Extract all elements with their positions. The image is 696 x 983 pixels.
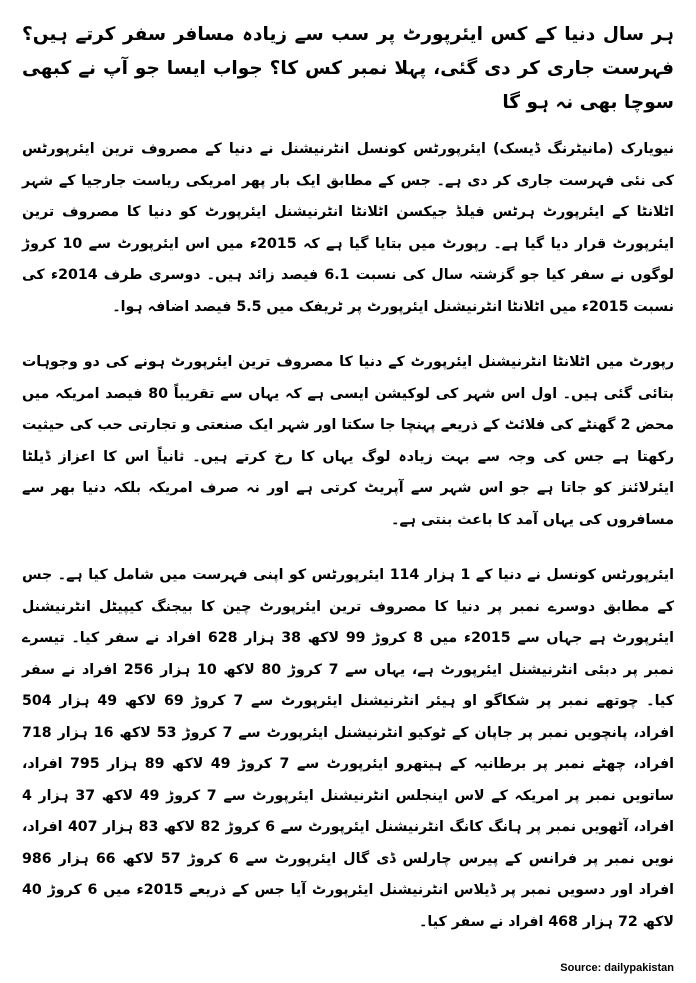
article-paragraph-3: ایئرپورٹس کونسل نے دنیا کے 1 ہزار 114 ایئرپورٹس کو اپنی فہرست میں شامل کیا ہے۔ جس کے مطابق دوسرے نمبر پر دنیا کا مصروف ترین ایئرپورٹ چین کا بیجنگ کیپیٹل انٹرنیشنل ایئرپورٹ ہے جہاں سے 2015ء میں 8 کروڑ 99 لاکھ 38 ہزار 628 افراد نے سفر کیا۔ تیسرے نمبر پر دبئی انٹرنیشنل ایئرپورٹ ہے، یہاں سے 7 کروڑ 80 لاکھ 10 ہزار 256 افراد نے سفر کیا۔ چوتھے نمبر پر شکاگو او ہیئر انٹرنیشنل ایئرپورٹ سے 7 کروڑ 69 لاکھ 49 ہزار 504 افراد، پانچویں نمبر پر جاپان کے ٹوکیو انٹرنیشنل ایئرپورٹ سے 7 کروڑ 53 لاکھ 16 ہزار 718 افراد، چھٹے نمبر پر برطانیہ کے ہیتھرو ایئرپورٹ سے 7 کروڑ 49 لاکھ 89 ہزار 795 افراد، ساتویں نمبر پر امریکہ کے لاس اینجلس انٹرنیشنل ایئرپورٹ سے 7 کروڑ 49 لاکھ 37 ہزار 4 افراد، آٹھویں نمبر پر ہانگ کانگ انٹرنیشنل ایئرپورٹ سے 6 کروڑ 82 لاکھ 83 ہزار 407 افراد، نویں نمبر پر فرانس کے پیرس چارلس ڈی گال ایئرپورٹ سے 6 کروڑ 57 لاکھ 66 ہزار 986 افراد اور دسویں نمبر پر ڈیلاس انٹرنیشنل ایئرپورٹ آیا جس کے ذریعے 2015ء میں 6 کروڑ 40 لاکھ 72 ہزار 468 افراد نے سفر کیا۔: [22, 567, 674, 930]
article-paragraph-1: نیویارک (مانیٹرنگ ڈیسک) ایئرپورٹس کونسل انٹرنیشنل نے دنیا کے مصروف ترین ایئرپورٹس کی نئی فہرست جاری کر دی ہے۔ جس کے مطابق ایک بار پھر امریکی ریاست جارجیا کے شہر اٹلانٹا کے ایئرپورٹ ہرٹس فیلڈ جیکسن اٹلانٹا انٹرنیشنل ایئرپورٹ کو دنیا کا مصروف ترین ایئرپورٹ قرار دیا گیا ہے۔ رپورٹ میں بتایا گیا ہے کہ 2015ء میں اس ایئرپورٹ سے 10 کروڑ لوگوں نے سفر کیا جو گزشتہ سال کی نسبت 6.1 فیصد زائد ہیں۔ دوسری طرف 2014ء کی نسبت 2015ء میں اٹلانٹا انٹرنیشنل ایئرپورٹ پر ٹریفک میں 5.5 فیصد اضافہ ہوا۔: [22, 141, 674, 315]
article-headline: ہر سال دنیا کے کس ایئرپورٹ پر سب سے زیادہ مسافر سفر کرتے ہیں؟ فہرست جاری کر دی گئی، پہلا نمبر کس کا؟ جواب ایسا جو آپ نے کبھی سوچا بھی نہ ہو گا: [22, 24, 674, 113]
article-paragraph-2: رپورٹ میں اٹلانٹا انٹرنیشنل ایئرپورٹ کے دنیا کا مصروف ترین ایئرپورٹ ہونے کی دو وجوہات بتائی گئی ہیں۔ اول اس شہر کی لوکیشن ایسی ہے کہ یہاں سے تقریباً 80 فیصد امریکہ میں محض 2 گھنٹے کی فلائٹ کے ذریعے پہنچا جا سکتا اور شہر ایک صنعتی و تجارتی حب کی حیثیت رکھتا ہے جس کی وجہ سے بہت زیادہ لوگ یہاں کا رخ کرتے ہیں۔ ثانیاً اس کا اعزاز ڈیلٹا ایئرلائنز کو جاتا ہے جو اس شہر سے آپریٹ کرتی ہے اور نہ صرف امریکہ بلکہ دنیا بھر سے مسافروں کی یہاں آمد کا باعث بنتی ہے۔: [22, 354, 675, 528]
article-source: Source: dailypakistan: [560, 962, 674, 974]
